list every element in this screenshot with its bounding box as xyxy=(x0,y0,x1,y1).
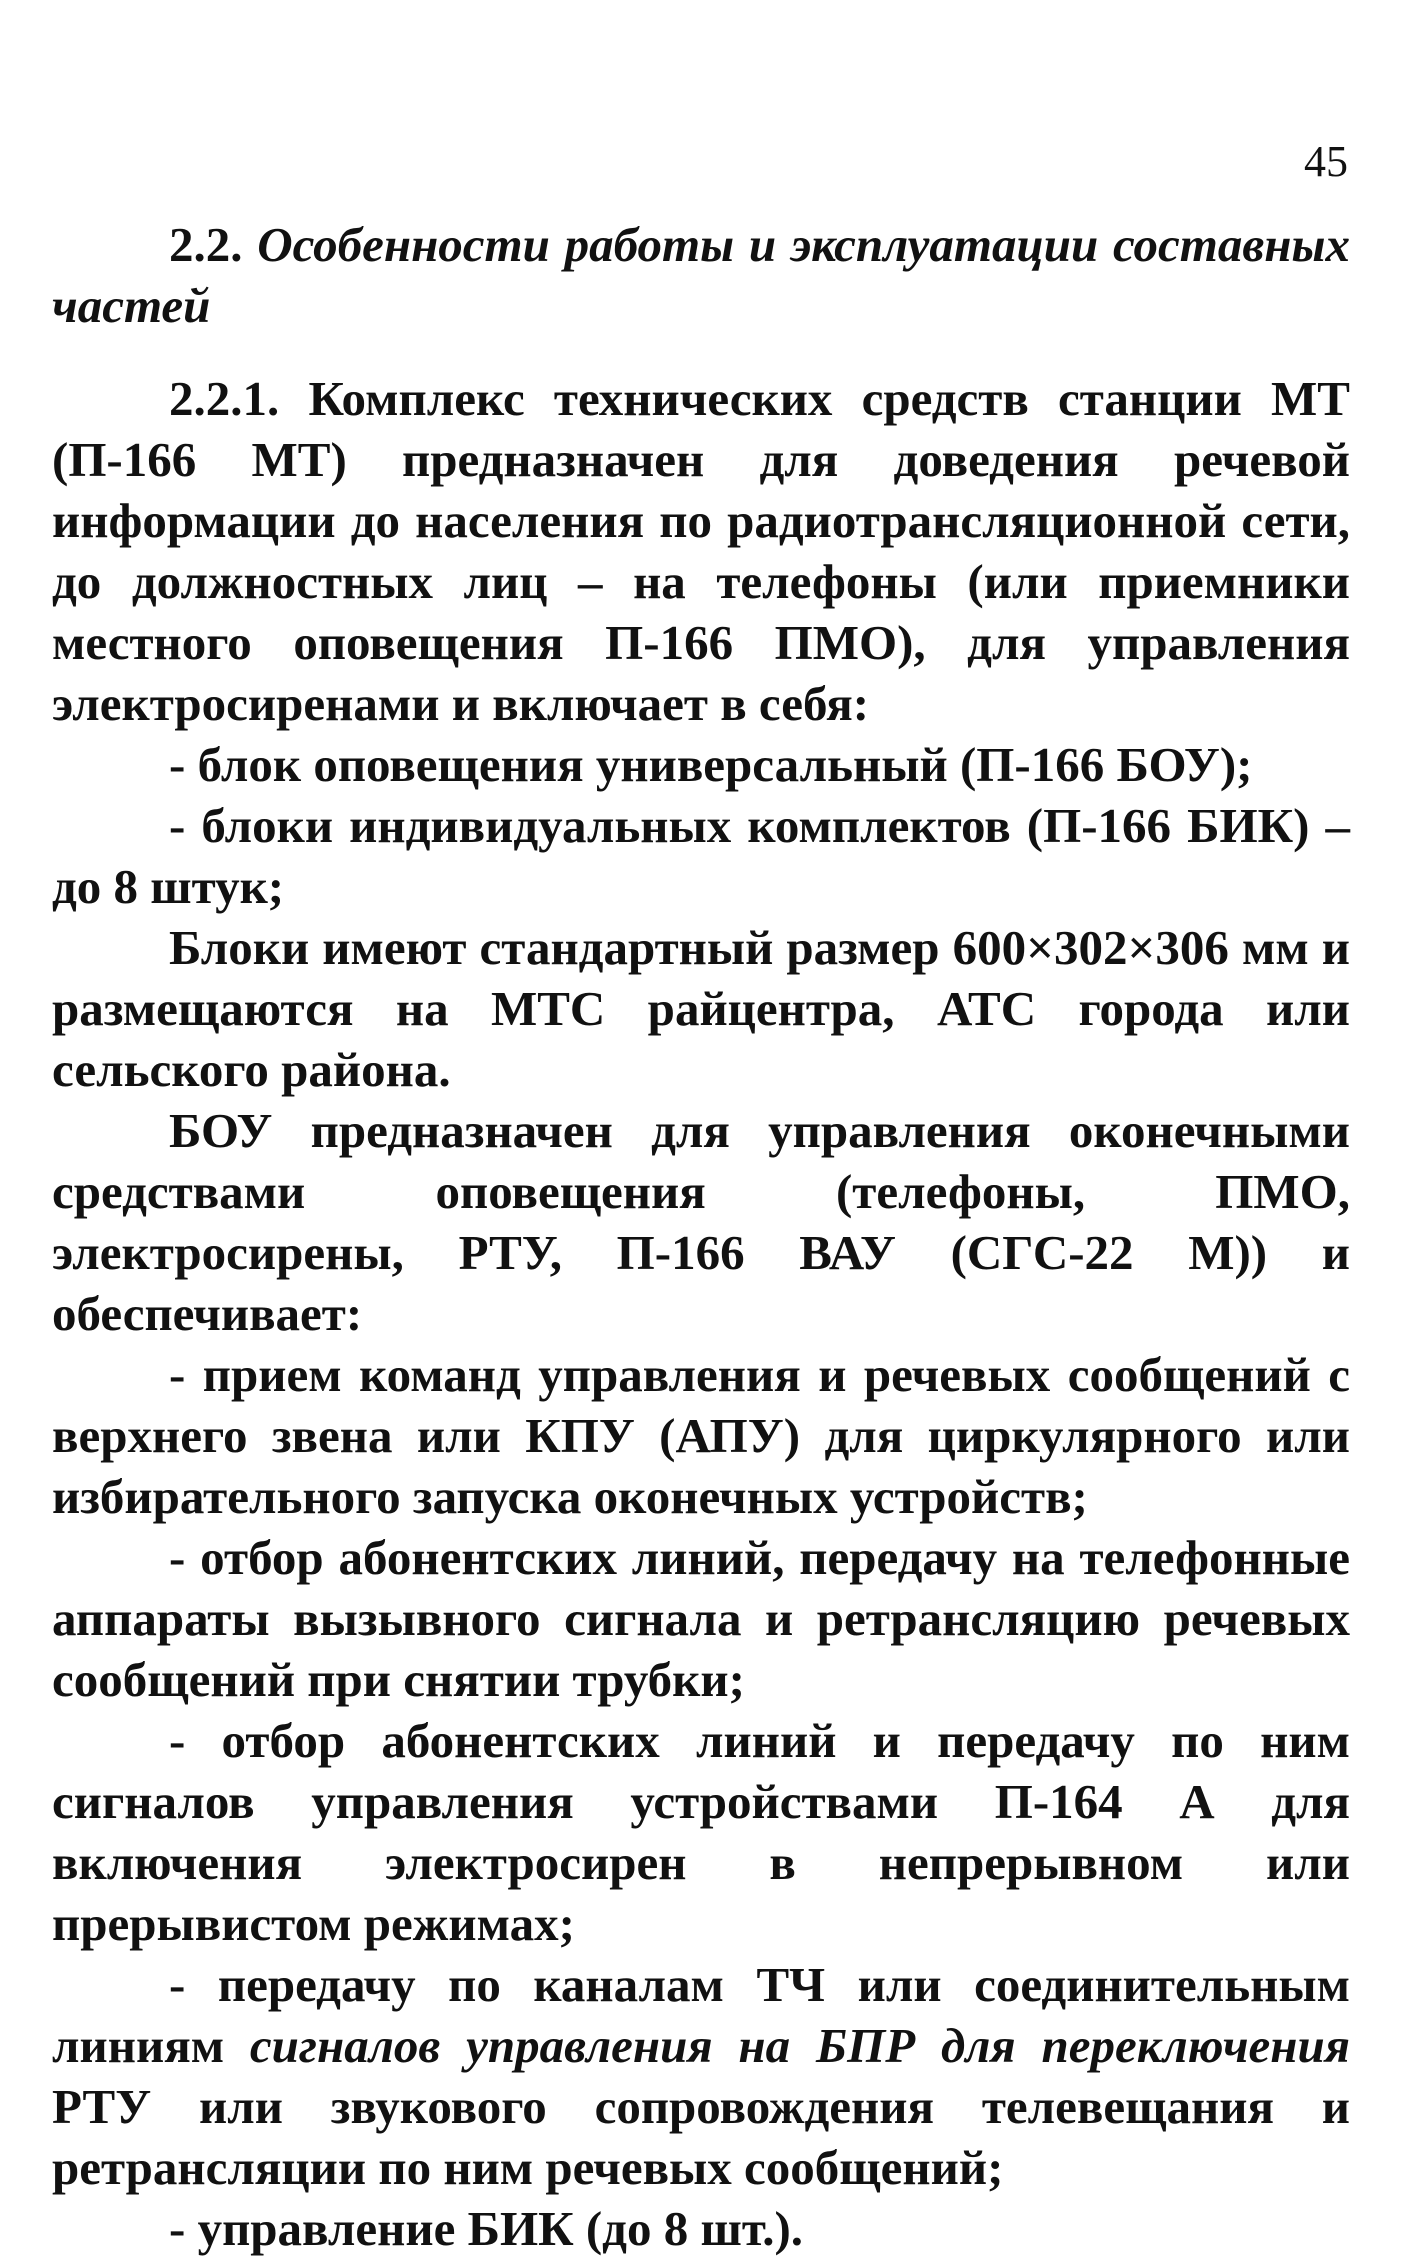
mixed-italic-part: сигналов управления на БПР для переключения xyxy=(249,2018,1350,2073)
section-number: 2.2. xyxy=(169,217,243,272)
paragraph-block-size: Блоки имеют стандартный размер 600×302×306 мм и размещаются на МТС райцентра, АТС города или сельского района. xyxy=(52,920,1350,1097)
list-item-bik: - блоки индивидуальных комплектов (П-166 БИК) – до 8 штук; xyxy=(52,798,1350,914)
list-item-siren-control: - отбор абонентских линий и передачу по ним сигналов управления устройствами П-164 А для включения электросирен в непрерывном или прерывистом режимах; xyxy=(52,1713,1350,1951)
paragraph-bou-purpose: БОУ предназначен для управления оконечными средствами оповещения (телефоны, ПМО, электросирены, РТУ, П-166 ВАУ (СГС-22 М)) и обеспечивает: xyxy=(52,1103,1350,1341)
page-number: 45 xyxy=(1304,137,1348,186)
list-item-command-reception: - прием команд управления и речевых сообщений с верхнего звена или КПУ (АПУ) для циркулярного или избирательного запуска оконечных устройств; xyxy=(52,1347,1350,1524)
mixed-normal-end: РТУ или звукового сопровождения телевещания и ретрансляции по ним речевых сообщений; xyxy=(52,2079,1350,2195)
list-item-bou: - блок оповещения универсальный (П-166 БОУ); xyxy=(169,737,1253,792)
document-page xyxy=(52,0,1351,2256)
section-heading xyxy=(52,214,1350,336)
paragraph-intro: 2.2.1. Комплекс технических средств станции МТ (П-166 МТ) предназначен для доведения речевой информации до населения по радиотрансляционной сети, до должностных лиц – на телефоны (или приемники местного оповещения П-166 ПМО), для управления электросиренами и включает в себя: xyxy=(52,371,1350,731)
document-body xyxy=(52,214,1350,2259)
list-item-bik-control: - управление БИК (до 8 шт.). xyxy=(169,2201,804,2256)
list-item-rtu-switching xyxy=(52,1954,1350,2198)
list-item-line-selection: - отбор абонентских линий, передачу на телефонные аппараты вызывного сигнала и ретрансляцию речевых сообщений при снятии трубки; xyxy=(52,1530,1350,1707)
section-title: Особенности работы и эксплуатации составных частей xyxy=(52,217,1351,333)
mixed-normal-start: - передачу по каналам ТЧ или соединительным линиям xyxy=(52,1957,1350,2073)
